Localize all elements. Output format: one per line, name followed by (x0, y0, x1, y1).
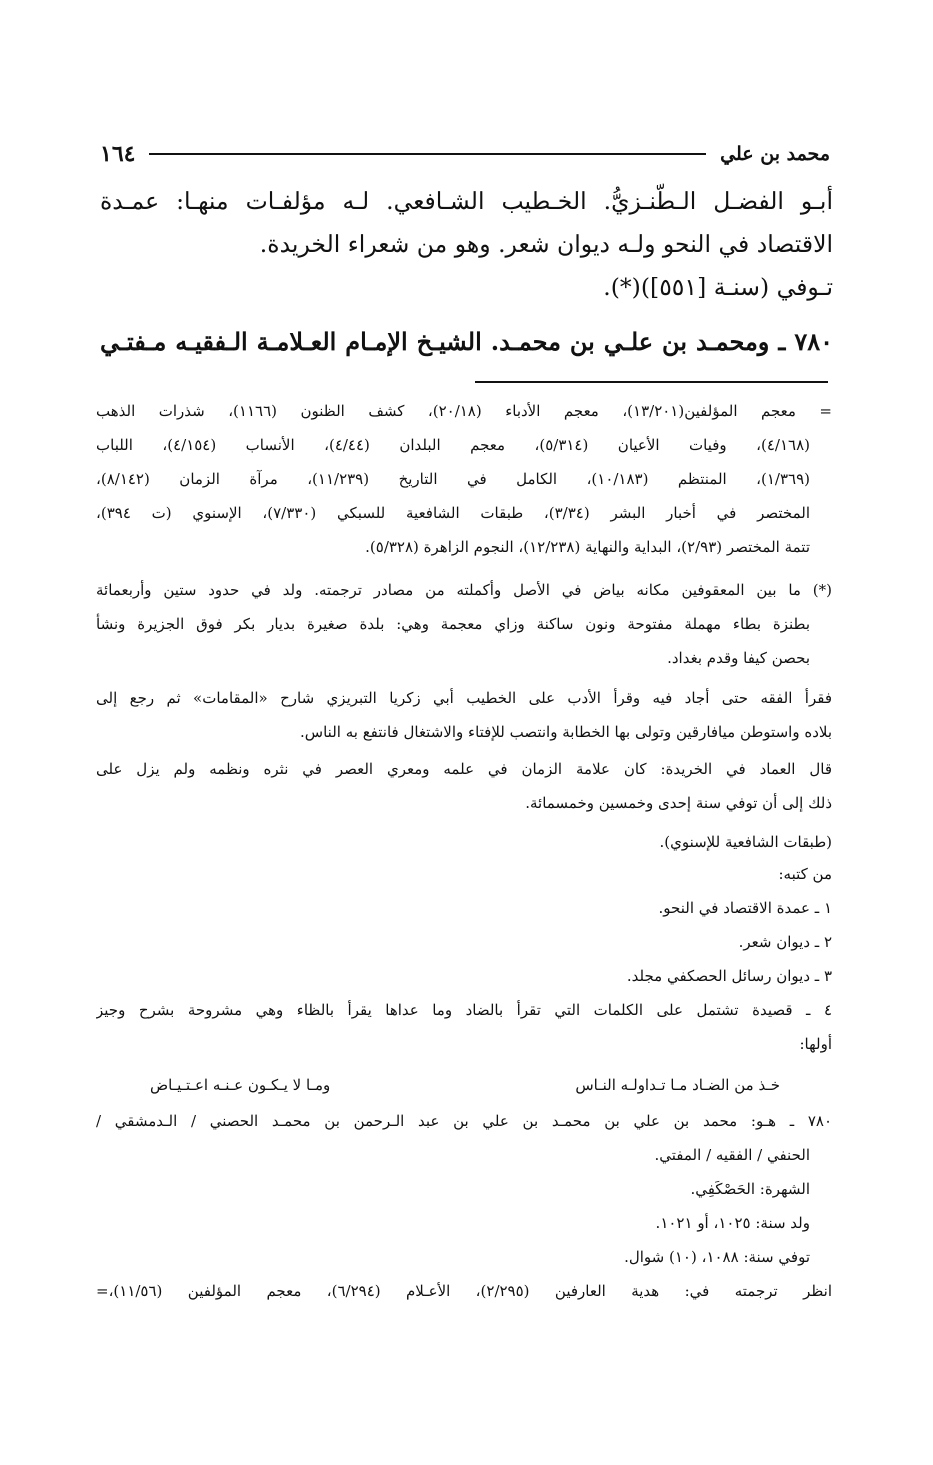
header-rule (149, 153, 706, 155)
poem-verse (150, 1068, 780, 1102)
book-item: ٤ ـ قصيدة تشتمل على الكلمات التي تقرأ بالضاد وما عداها يقرأ بالظاء وهي مشروحة بشرح وجيز (96, 1001, 832, 1019)
book-item: أولها: (799, 1035, 832, 1053)
footnote-line: (طبقات الشافعية للإسنوي). (659, 833, 832, 851)
footnote-line: الحنفي / الفقيه / المفتي. (654, 1146, 810, 1164)
footnote-paragraph (96, 752, 832, 820)
footnote-line: بلاده واستوطن ميافارقين وتولى بها الخطابة وانتصب للإفتاء والاشتغال فانتفع به الناس. (300, 723, 832, 741)
footnote-line: الشهرة: الحَصْكَفِي. (690, 1180, 810, 1198)
verse-first-hemistich: خـذ من الضـاد مـا تـداولـه النـاس (575, 1076, 780, 1094)
book-item: ٢ ـ ديوان شعر. (738, 933, 832, 951)
footnote-line: بحصن كيفا وقدم بغداد. (667, 649, 810, 667)
footnote-line: ٧٨٠ ـ هـو: محمد بن علي بن محمـد بن علي بن عبد الـرحمن بن محمـد الحصني / الـدمشقي / (96, 1112, 832, 1130)
book-list (96, 857, 832, 1061)
running-title: محمد بن علي (720, 143, 830, 165)
page-header (100, 136, 830, 172)
footnote-sources (96, 394, 832, 564)
book-item: ٣ ـ ديوان رسائل الحصكفي مجلد. (626, 967, 832, 985)
footnote-line: قال العماد في الخريدة: كان علامة الزمان في علمه ومعري العصر في نثره ونظمه ولم يزل على (96, 760, 832, 778)
main-line: تـوفي (سنـة [٥٥١])(*). (603, 273, 833, 301)
footnote-star-note (96, 573, 832, 675)
footnote-line: (١/٣٦٩)، المنتظم (١٠/١٨٣)، الكامل في التاريخ (١١/٢٣٩)، مرآة الزمان (٨/١٤٢)، (96, 470, 810, 488)
entry-heading: ٧٨٠ ـ ومحمـد بن علـي بن محمـد. الشيـخ الإمـام العـلامـة الـفقيـه مـفتـي (100, 327, 833, 356)
footnote-line: فقرأ الفقه حتى أجاد فيه وقرأ الأدب على الخطيب أبي زكريا التبريزي شارح «المقامات» ثم رجع إلى (96, 689, 832, 707)
footnote-line: ذلك إلى أن توفي سنة إحدى وخمسين وخمسمائة. (525, 794, 832, 812)
footnote-line: (٤/١٦٨)، وفيات الأعيان (٥/٣١٤)، معجم البلدان (٤/٤٤)، الأنساب (٤/١٥٤)، اللباب (96, 436, 810, 454)
footnote-separator (475, 381, 828, 383)
footnote-line: انظر ترجمته في: هدية العارفين (٢/٢٩٥)، الأعـلام (٦/٢٩٤)، معجم المؤلفين (١١/٥٦)،= (96, 1282, 832, 1300)
footnote-citation (96, 825, 832, 859)
main-line: أبـو الفضـل الـطّنـزيُّ. الخـطيب الشـافعي. لـه مؤلفـات منهـا: عمـدة (100, 187, 833, 215)
footnote-line: ولد سنة: ١٠٢٥، أو ١٠٢١. (655, 1214, 810, 1232)
biography-note (96, 1104, 832, 1308)
page-number: ١٦٤ (100, 141, 136, 167)
books-heading: من كتبه: (778, 865, 832, 883)
footnote-line: تتمة المختصر (٢/٩٣)، البداية والنهاية (١٢/٢٣٨)، النجوم الزاهرة (٥/٣٢٨). (365, 538, 810, 556)
main-line: الاقتصاد في النحو ولـه ديوان شعر. وهو من شعراء الخريدة. (259, 230, 833, 258)
footnote-line: بطنزة بطاء مهملة مفتوحة ونون ساكنة وزاي معجمة وهي: بلدة صغيرة بديار بكر فوق الجزيرة ونشأ (96, 615, 810, 633)
book-item: ١ ـ عمدة الاقتصاد في النحو. (658, 899, 832, 917)
verse-second-hemistich: ومـا لا يـكـون عـنـه اعـتـيـاض (150, 1076, 331, 1094)
footnote-line: = معجم المؤلفين(١٣/٢٠١)، معجم الأدباء (٢٠/١٨)، كشف الظنون (١١٦٦)، شذرات الذهب (96, 402, 832, 420)
main-text (100, 180, 833, 356)
footnote-line: (*) ما بين المعقوفين مكانه بياض في الأصل وأكملته من مصادر ترجمته. ولد في حدود ستين وأربعمائة (96, 581, 832, 599)
footnote-line: توفي سنة: ١٠٨٨، (١٠) شوال. (624, 1248, 810, 1266)
footnote-line: المختصر في أخبار البشر (٣/٣٤)، طبقات الشافعية للسبكي (٧/٣٣٠)، الإسنوي (ت ٣٩٤)، (96, 504, 811, 522)
footnote-paragraph (96, 681, 832, 749)
